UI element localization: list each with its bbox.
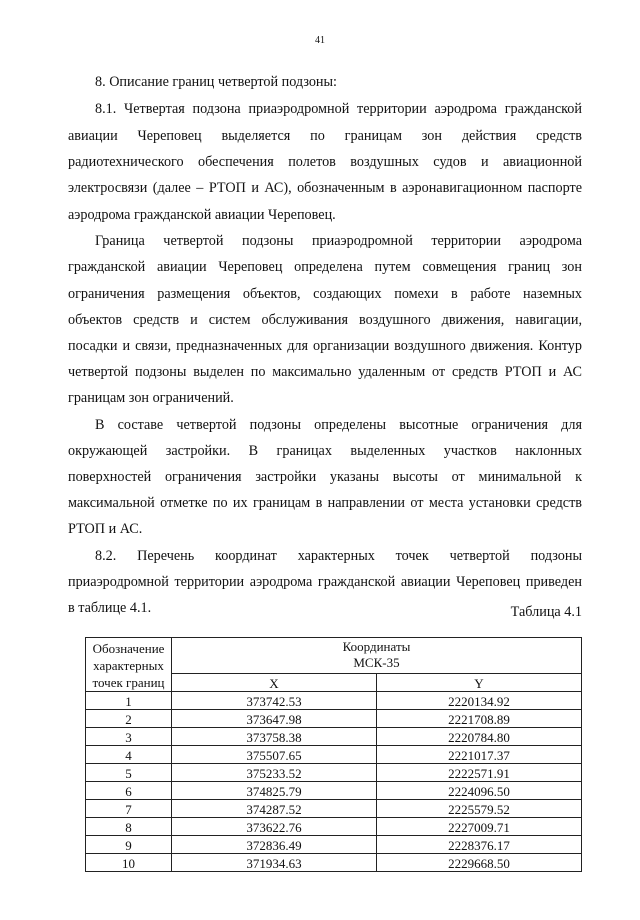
page-number: 41 [315, 35, 325, 46]
header-coordinates [172, 638, 582, 674]
x-cell: 373742.53 [172, 692, 377, 710]
y-cell: 2224096.50 [377, 782, 582, 800]
para1-line-4: электросвязи (далее – РТОП и АС), обозначенным в аэронавигационном паспорте [68, 180, 582, 196]
para1-line-3: радиотехнического обеспечения полетов воздушных судов и авиационной [68, 154, 582, 170]
x-cell: 374825.79 [172, 782, 377, 800]
x-cell: 373758.38 [172, 728, 377, 746]
point-cell: 6 [86, 782, 172, 800]
para1-line-1: 8.1. Четвертая подзона приаэродромной территории аэродрома гражданской [95, 101, 582, 117]
x-cell: 375233.52 [172, 764, 377, 782]
y-cell: 2228376.17 [377, 836, 582, 854]
y-cell: 2220134.92 [377, 692, 582, 710]
para2-line-6: четвертой подзоны выделен по максимально удаленным от средств РТОП и АС [68, 364, 582, 380]
para4-line-2: приаэродромной территории аэродрома гражданской авиации Череповец приведен [68, 574, 582, 590]
x-cell: 373622.76 [172, 818, 377, 836]
x-cell: 375507.65 [172, 746, 377, 764]
x-cell: 373647.98 [172, 710, 377, 728]
para2-line-3: ограничения размещения объектов, создающих помехи в работе наземных [68, 286, 582, 302]
point-cell: 2 [86, 710, 172, 728]
para2-line-2: гражданской авиации Череповец определена путем совмещения границ зон [68, 259, 582, 275]
header-coordinates-system: МСК-35 [353, 655, 400, 671]
y-cell: 2221708.89 [377, 710, 582, 728]
x-cell: 371934.63 [172, 854, 377, 872]
x-cell: 372836.49 [172, 836, 377, 854]
para2-line-4: объектов средств и систем обслуживания воздушного движения, навигации, [68, 312, 582, 328]
y-cell: 2227009.71 [377, 818, 582, 836]
table-row [86, 800, 582, 818]
section-heading: 8. Описание границ четвертой подзоны: [95, 74, 337, 90]
point-cell: 8 [86, 818, 172, 836]
header-coordinates-title: Координаты [342, 639, 411, 655]
y-cell: 2222571.91 [377, 764, 582, 782]
y-cell: 2220784.80 [377, 728, 582, 746]
header-point: Обозначение характерных точек границ [86, 638, 172, 692]
point-cell: 4 [86, 746, 172, 764]
para2-line-5: посадки и связи, предназначенных для организации воздушного движения. Контур [68, 338, 582, 354]
para4-line-1: 8.2. Перечень координат характерных точек четвертой подзоны [95, 548, 582, 564]
table-row [86, 818, 582, 836]
para1-line-2: авиации Череповец выделяется по границам зон действия средств [68, 128, 582, 144]
table-row [86, 746, 582, 764]
table-row [86, 764, 582, 782]
point-cell: 7 [86, 800, 172, 818]
y-cell: 2229668.50 [377, 854, 582, 872]
point-cell: 10 [86, 854, 172, 872]
x-cell: 374287.52 [172, 800, 377, 818]
para3-line-2: окружающей застройки. В границах выделенных участков наклонных [68, 443, 582, 459]
table-row [86, 692, 582, 710]
table-caption: Таблица 4.1 [510, 604, 582, 620]
table-row [86, 836, 582, 854]
para4-line-3: в таблице 4.1. [68, 600, 152, 616]
para3-line-5: РТОП и АС. [68, 521, 143, 537]
para2-line-7: границам зон ограничений. [68, 390, 234, 406]
table-row [86, 728, 582, 746]
table-header-row [86, 638, 582, 674]
point-cell: 5 [86, 764, 172, 782]
header-x: X [172, 673, 377, 691]
point-cell: 3 [86, 728, 172, 746]
point-cell: 1 [86, 692, 172, 710]
table-row [86, 710, 582, 728]
para1-line-5: аэродрома гражданской авиации Череповец. [68, 207, 336, 223]
table-row [86, 782, 582, 800]
y-cell: 2225579.52 [377, 800, 582, 818]
y-cell: 2221017.37 [377, 746, 582, 764]
table-row [86, 854, 582, 872]
para2-line-1: Граница четвертой подзоны приаэродромной территории аэродрома [95, 233, 582, 249]
point-cell: 9 [86, 836, 172, 854]
header-y: Y [377, 673, 582, 691]
para3-line-3: поверхностей ограничения застройки указаны высоты от минимальной к [68, 469, 582, 485]
para3-line-1: В составе четвертой подзоны определены высотные ограничения для [95, 417, 582, 433]
para3-line-4: максимальной отметке по их границам в направлении от места установки средств [68, 495, 582, 511]
coordinates-table [85, 637, 582, 872]
